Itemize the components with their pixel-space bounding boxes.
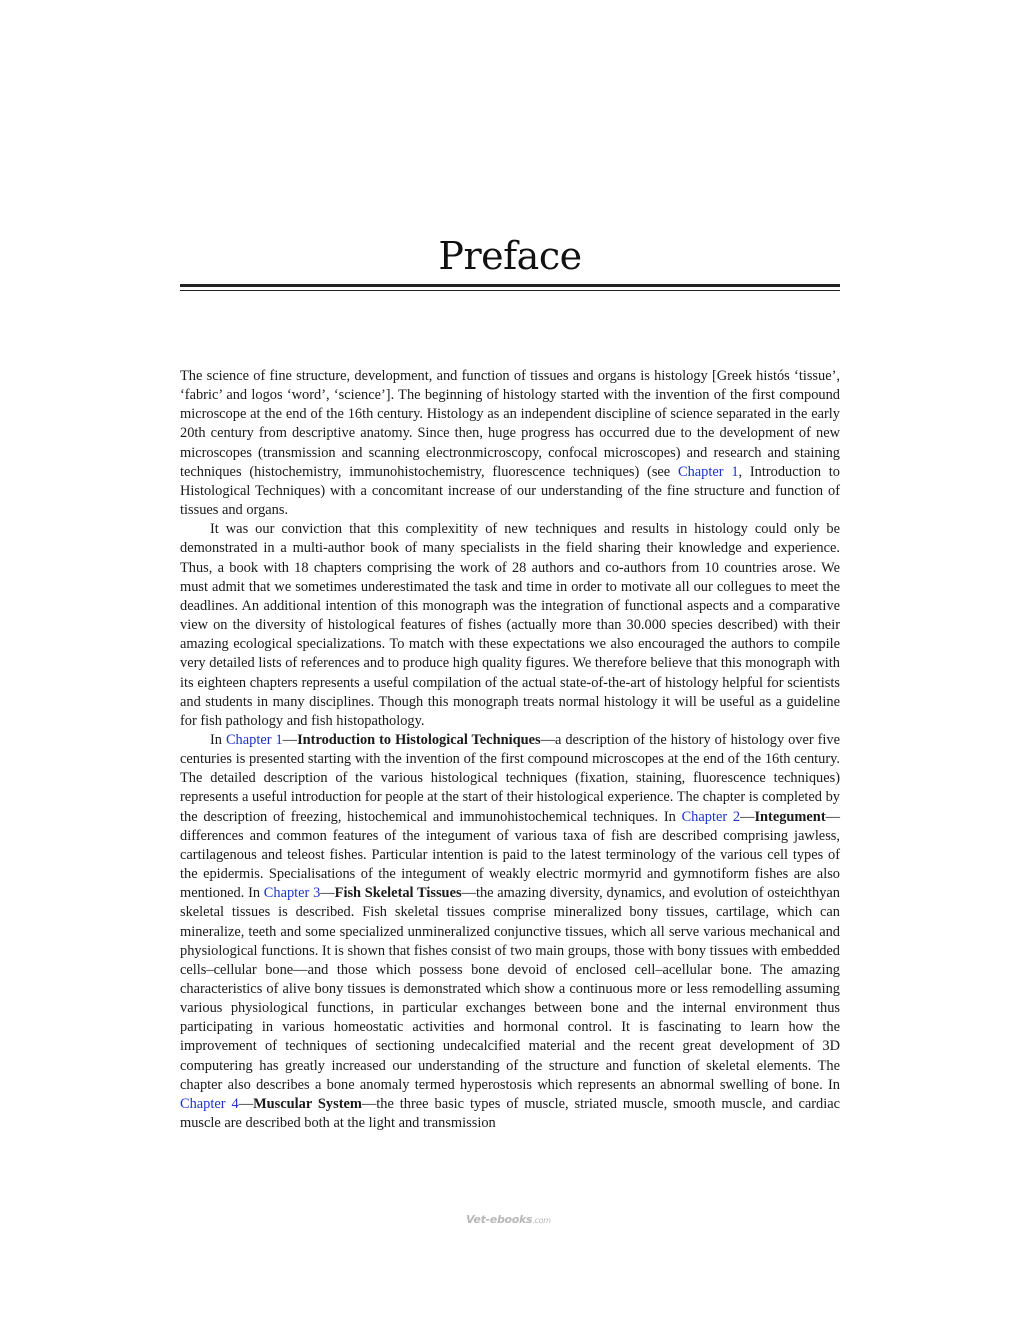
text-run: — [320, 885, 335, 902]
chapter-title: Integument [754, 808, 826, 825]
text-run: , Introduction to Histological Techniques) with a concomitant increase of our understanding of the fine structure and function of tissues and organs. [180, 463, 841, 519]
chapter-link[interactable]: Chapter 3 [263, 885, 321, 902]
chapter-title: Introduction to Histological Techniques [297, 731, 541, 748]
text-run: — [282, 731, 298, 748]
title-rule-thin [180, 290, 840, 291]
page-title: Preface [438, 234, 582, 278]
paragraph-2 [180, 520, 840, 731]
text-run: It was our conviction that this complexitity of new techniques and results in histology could only be demonstrated in a multi-author book of many specialists in the field sharing their knowledge and experience. Thus, a book with 18 chapters comprising the work of 28 authors and co-authors from 10 countries arose. We must admit that we sometimes underestimated the task and time in order to motivate all our collegues to meet the deadlines. An additional intention of this monograph was the integration of functional aspects and a comparative view on the diversity of histological features of fishes (actually more than 30.000 species described) with their amazing ecological specializations. To match with these expectations we also encouraged the authors to compile very detailed lists of references and to produce high quality figures. We therefore believe that this monograph with its eighteen chapters represents a useful compilation of the actual state-of-the-art of histology helpful for scientists and students in many disciplines. Though this monograph treats normal histology it will be useful as a guideline for fish pathology and fish histopathology. [180, 521, 840, 729]
watermark-suffix: .com [532, 1216, 551, 1225]
watermark-main: Vet-ebooks [466, 1213, 533, 1226]
chapter-link[interactable]: Chapter 1 [225, 731, 283, 748]
chapter-title: Muscular System [253, 1095, 362, 1112]
chapter-link[interactable]: Chapter 1 [677, 463, 739, 480]
chapter-title: Fish Skeletal Tissues [334, 885, 462, 902]
text-run: The science of fine structure, development, and function of tissues and organs is histology [Greek histós ‘tissue’, ‘fabric’ and logos ‘word’, ‘science’]. The beginning of histology started with the invention of the first compound microscope at the end of the 16th century. Histology as an independent discipline of science separated in the early 20th century from descriptive anatomy. Since then, huge progress has occurred due to the development of new microscopes (transmission and scanning electronmicroscopy, confocal microscopes) and research and staining techniques (histochemistry, immunohistochemistry, fluorescence techniques) (see [180, 368, 840, 480]
body-text [180, 367, 840, 1133]
text-run: —the amazing diversity, dynamics, and evolution of osteichthyan skeletal tissues is described. Fish skeletal tissues comprise mineralized bony tissues, cartilage, which can mineralize, teeth and some specialized unmineralized conjunctive tissues, which all serve various mechanical and physiological functions. It is shown that fishes consist of two main groups, those with bony tissues with embedded cells–cellular bone—and those which possess bone devoid of enclosed cell–acellular bone. The amazing characteristics of alive bony tissues is demonstrated which show a continuous more or less remodelling assuming various physiological functions, in particular exchanges between bone and the internal environment thus participating in various homeostatic activities and hormonal control. It is fascinating to learn how the improvement of techniques of sectioning undecalcified material and the recent great development of 3D computering has greatly increased our understanding of the structure and function of skeletal elements. The chapter also describes a bone anomaly termed hyperostosis which represents an abnormal swelling of bone. In [180, 885, 841, 1093]
text-run: In [210, 731, 226, 748]
text-run: —differences and common features of the integument of various taxa of fish are described comprising jawless, cartilagenous and teleost fishes. Particular intention is paid to the latest terminology of the various cell types of the epidermis. Specialisations of the integument of weakly electric mormyrid and gymnotiform fishes are also mentioned. In [180, 808, 840, 902]
chapter-link[interactable]: Chapter 4 [180, 1095, 239, 1112]
text-run: —a description of the history of histology over five centuries is presented starting with the invention of the first compound microscopes at the end of the 16th century. The detailed description of the various histological techniques (fixation, staining, fluorescence techniques) represents a useful introduction for people at the start of their histological experience. The chapter is completed by the description of freezing, histochemical and immunohistochemical techniques. In [180, 731, 841, 825]
paragraph-3 [180, 731, 840, 1133]
text-run: —the three basic types of muscle, striated muscle, smooth muscle, and cardiac muscle are described both at the light and transmission [180, 1095, 840, 1132]
title-rule-thick [180, 284, 840, 287]
paragraph-1 [180, 367, 840, 520]
chapter-link[interactable]: Chapter 2 [681, 808, 741, 825]
text-run: — [740, 808, 755, 825]
watermark-logo [466, 1213, 556, 1231]
text-run: — [238, 1095, 254, 1112]
